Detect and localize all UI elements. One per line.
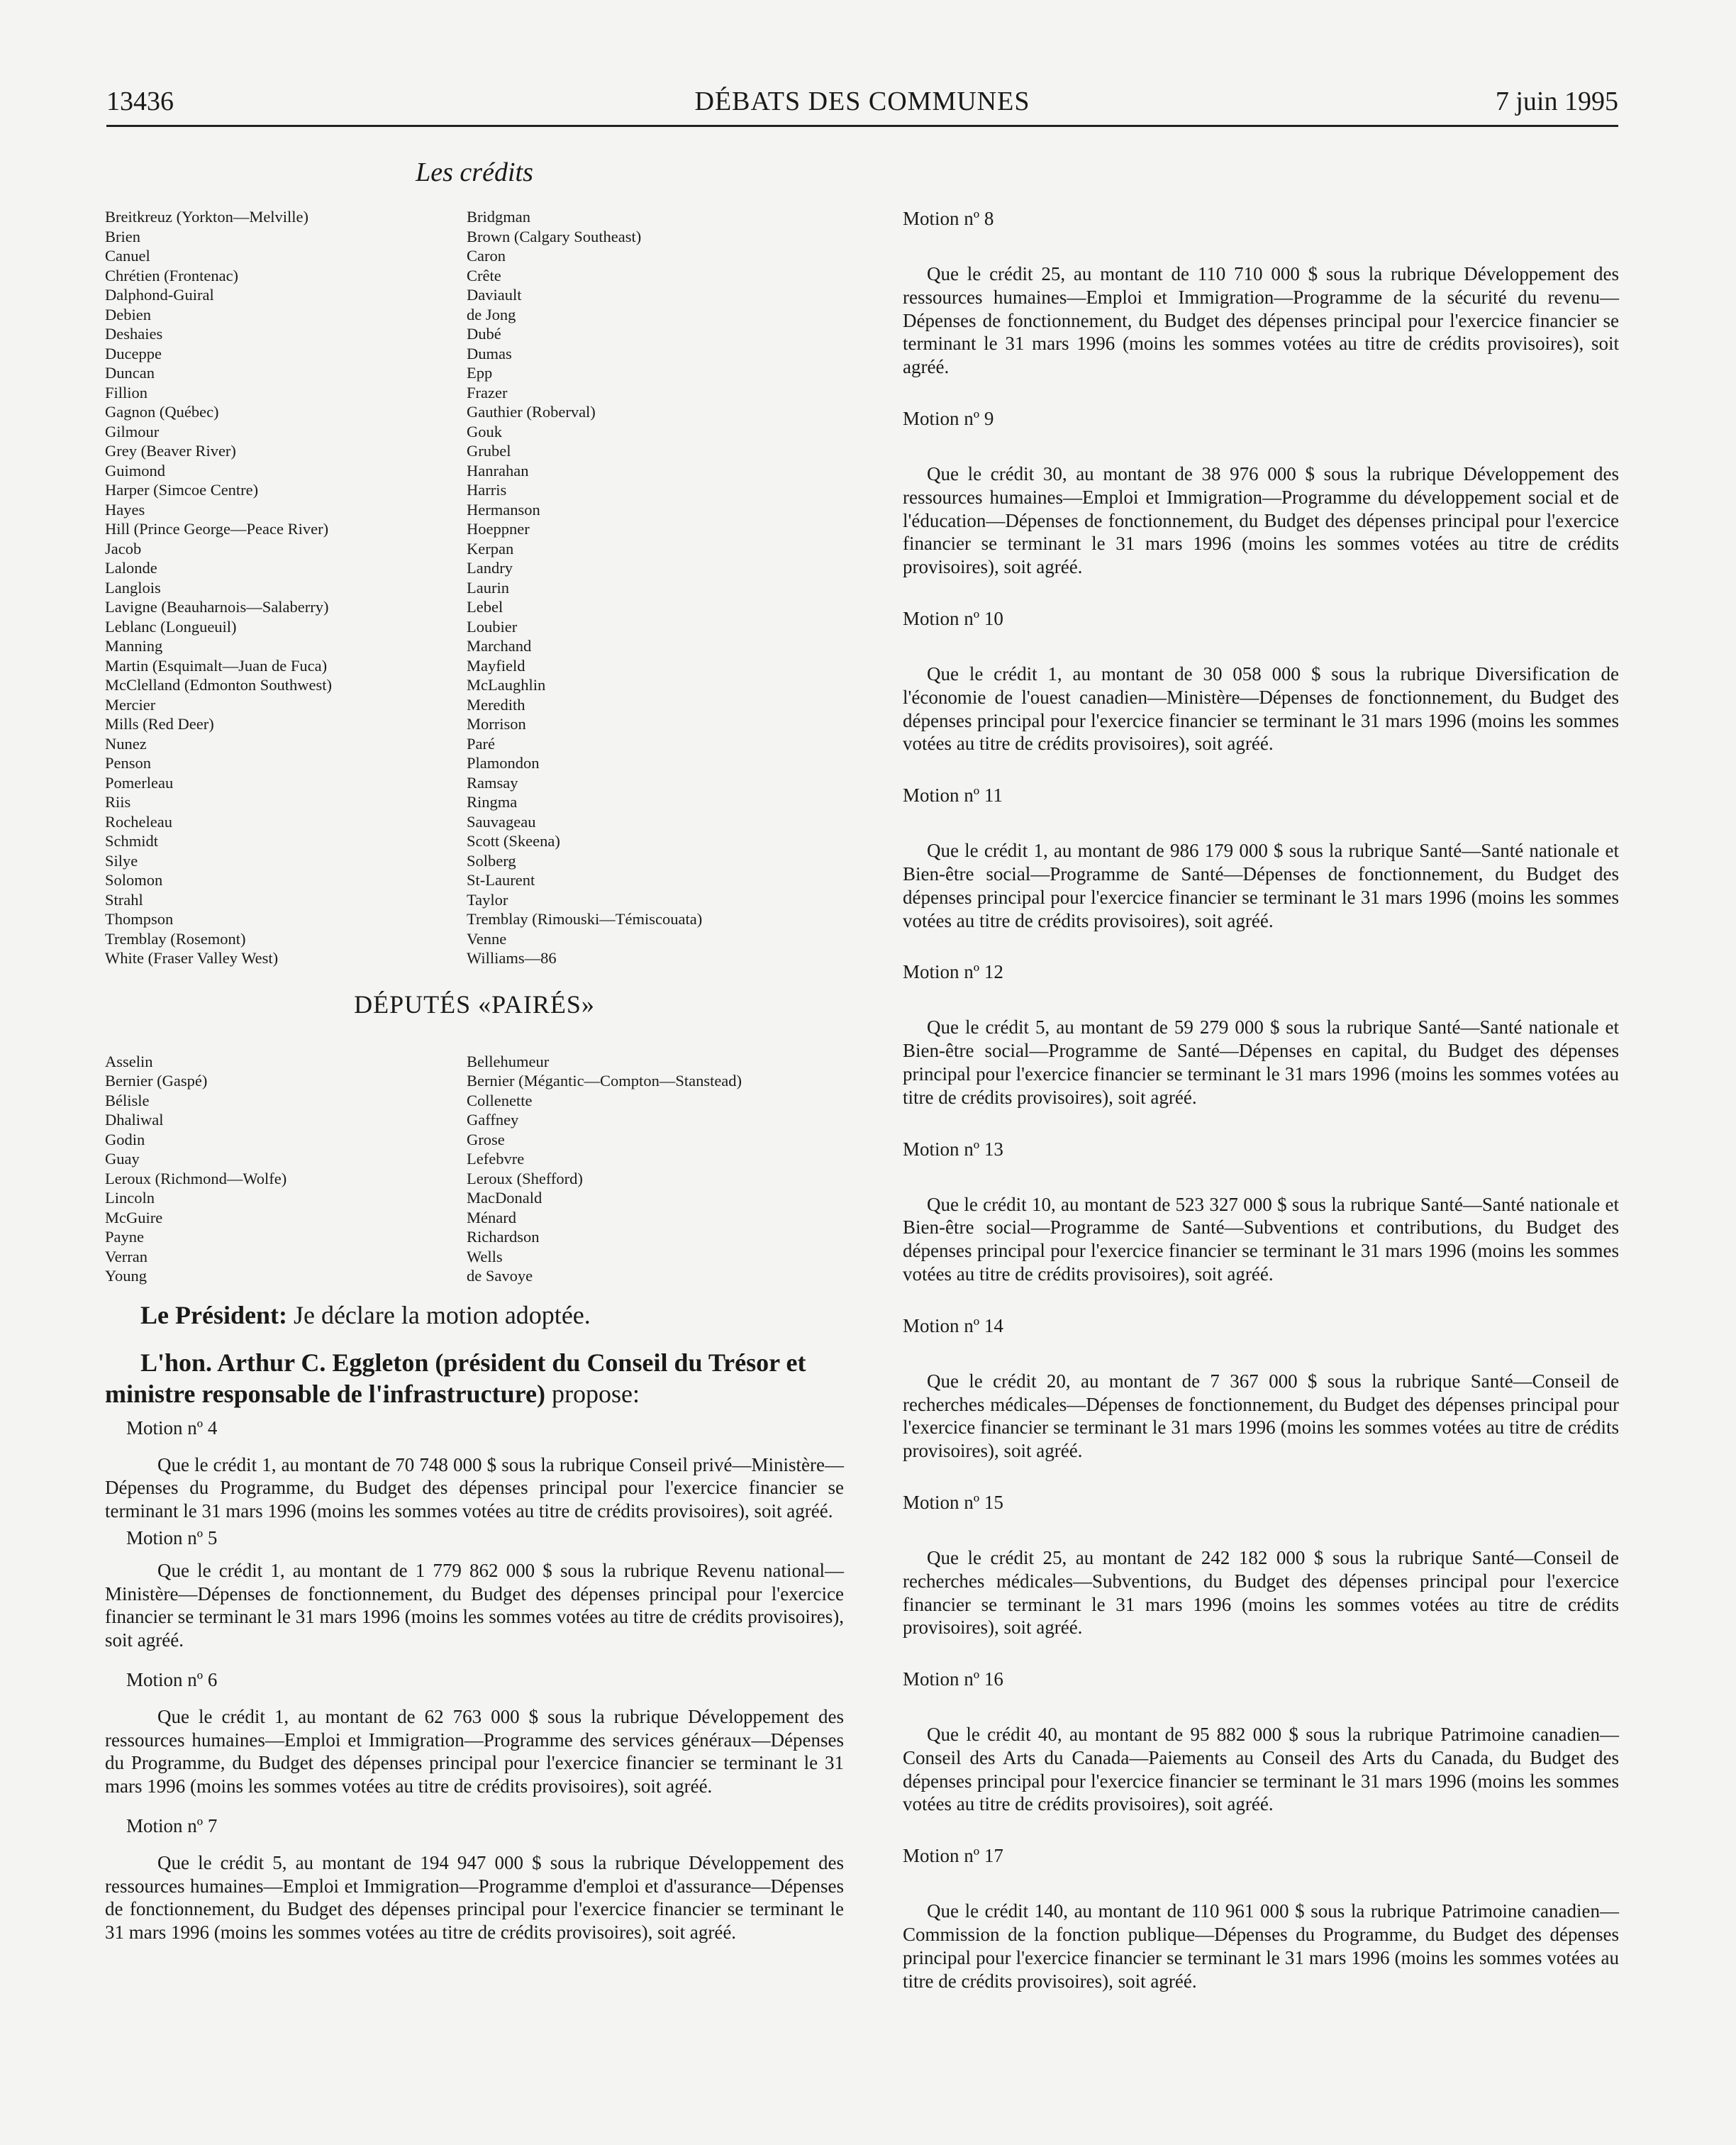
member-name: Manning (105, 637, 163, 655)
member-name: Harris (467, 481, 507, 499)
member-name: Solomon (105, 871, 163, 889)
speaker-name: Le Président: (140, 1300, 287, 1329)
member-name: Ménard (467, 1208, 516, 1226)
member-name: Nunez (105, 734, 147, 753)
member-name: Bellehumeur (467, 1052, 550, 1070)
motion-label: Motion nº 4 (126, 1417, 218, 1439)
page-header (106, 84, 1618, 127)
member-name: Lincoln (105, 1189, 155, 1207)
member-name: de Jong (467, 305, 516, 323)
member-name: Leblanc (Longueuil) (105, 617, 237, 636)
motion-label: Motion nº 16 (903, 1668, 1003, 1690)
member-name: Langlois (105, 578, 161, 597)
member-name: Paré (467, 734, 495, 753)
motion-text: Que le crédit 1, au montant de 30 058 000 $ sous la rubrique Diversification de l'économie de l'ouest canadien—Ministère—Dépenses de fonctionnement, du Budget des dépenses principal pour l'exercice financier se terminant le 31 mars 1996 (moins les sommes votées au titre de crédits provisoires), soit agréé. (903, 663, 1619, 755)
motion-label: Motion nº 9 (903, 407, 994, 429)
member-name: Deshaies (105, 325, 163, 343)
member-name: Duncan (105, 364, 155, 382)
motion-label: Motion nº 7 (126, 1815, 218, 1836)
member-name: Godin (105, 1130, 145, 1148)
paired-names-list (105, 1052, 844, 1286)
member-name: Williams—86 (467, 949, 557, 967)
member-name: Thompson (105, 910, 174, 928)
statement-text: Je déclare la motion adoptée. (286, 1300, 591, 1329)
member-name: Grose (467, 1130, 505, 1148)
member-name: Wells (467, 1247, 503, 1265)
member-name: Gilmour (105, 422, 160, 440)
motion-label: Motion nº 11 (903, 785, 1003, 807)
member-name: Grubel (467, 442, 511, 460)
member-name: Leroux (Shefford) (467, 1169, 583, 1187)
member-name: Verran (105, 1247, 148, 1265)
member-name: Chrétien (Frontenac) (105, 266, 239, 284)
member-name: Hoeppner (467, 520, 530, 538)
member-name: Richardson (467, 1228, 540, 1246)
motion-text: Que le crédit 25, au montant de 242 182 000 $ sous la rubrique Santé—Conseil de recherches médicales—Subventions, du Budget des dépenses principal pour l'exercice financier se terminant le 31 mars 1996 (moins les sommes votées au titre de crédits provisoires), soit agréé. (903, 1546, 1619, 1639)
member-name: Epp (467, 364, 493, 382)
member-name: Bernier (Gaspé) (105, 1072, 208, 1090)
president-statement (140, 1299, 844, 1331)
member-name: Asselin (105, 1052, 153, 1070)
member-name: Mills (Red Deer) (105, 715, 214, 733)
motion-label: Motion nº 5 (126, 1527, 218, 1548)
member-name: Frazer (467, 383, 508, 401)
member-name: Tremblay (Rimouski—Témiscouata) (467, 910, 703, 928)
credits-title: Les crédits (416, 157, 533, 187)
member-name: Marchand (467, 637, 532, 655)
motion-label: Motion nº 17 (903, 1845, 1003, 1867)
motion-text: Que le crédit 10, au montant de 523 327 000 $ sous la rubrique Santé—Santé nationale et Bien-être social—Programme de Santé—Subventions et contributions, du Budget des dépenses principal pour l'exercice financier se terminant le 31 mars 1996 (moins les sommes votées au titre de crédits provisoires), soit agréé. (903, 1193, 1619, 1285)
member-name: de Savoye (467, 1267, 533, 1285)
member-name: Duceppe (105, 344, 162, 362)
left-column (105, 155, 844, 1951)
member-name: Lalonde (105, 559, 157, 577)
motion-text: Que le crédit 40, au montant de 95 882 000 $ sous la rubrique Patrimoine canadien—Conseil des Arts du Canada—Paiements au Conseil des Arts du Canada, du Budget des dépenses principal pour l'exercice financier se terminant le 31 mars 1996 (moins les sommes votées au titre de crédits provisoires), soit agréé. (903, 1724, 1619, 1815)
motion-text: Que le crédit 1, au montant de 1 779 862 000 $ sous la rubrique Revenu national—Ministère—Dépenses de fonctionnement, du Budget des dépenses principal pour l'exercice financier se terminant le 31 mars 1996 (moins les sommes votées au titre de crédits provisoires), soit agréé. (105, 1560, 844, 1651)
member-name: Crête (467, 266, 501, 284)
member-name: Lavigne (Beauharnois—Salaberry) (105, 598, 329, 616)
paires-title: DÉPUTÉS «PAIRÉS» (354, 990, 595, 1019)
member-name: Gouk (467, 422, 502, 440)
member-name: Laurin (467, 578, 509, 597)
member-name: Rocheleau (105, 812, 172, 831)
member-name: Guay (105, 1150, 140, 1168)
motion-text: Que le crédit 1, au montant de 986 179 000 $ sous la rubrique Santé—Santé nationale et Bien-être social—Programme de Santé—Dépenses de fonctionnement, du Budget des dépenses principal pour l'exercice financier se terminant le 31 mars 1996 (moins les sommes votées au titre de crédits provisoires), soit agréé. (903, 840, 1619, 931)
member-name: Harper (Simcoe Centre) (105, 481, 259, 499)
member-name: Martin (Esquimalt—Juan de Fuca) (105, 656, 328, 675)
member-name: Bernier (Mégantic—Compton—Stanstead) (467, 1072, 742, 1090)
member-name: Gauthier (Roberval) (467, 403, 596, 421)
member-name: Venne (467, 929, 507, 948)
member-name: Scott (Skeena) (467, 832, 560, 850)
member-name: Ringma (467, 793, 518, 811)
member-name: Loubier (467, 617, 518, 636)
member-name: Hanrahan (467, 461, 529, 480)
motion-text: Que le crédit 1, au montant de 62 763 000 $ sous la rubrique Développement des ressources humaines—Emploi et Immigration—Programme des services généraux—Dépenses du Programme, du Budget des dépenses principal pour l'exercice financier se terminant le 31 mars 1996 (moins les sommes votées au titre de crédits provisoires), soit agréé. (105, 1706, 844, 1797)
member-name: Hayes (105, 500, 145, 519)
member-name: Dhaliwal (105, 1111, 164, 1129)
member-name: Mayfield (467, 656, 525, 675)
member-name: St-Laurent (467, 871, 535, 889)
member-name: Caron (467, 247, 506, 265)
member-name: Mercier (105, 695, 156, 714)
member-name: Penson (105, 754, 152, 772)
motion-label: Motion nº 14 (903, 1314, 1003, 1336)
member-name: MacDonald (467, 1189, 542, 1207)
member-name: McClelland (Edmonton Southwest) (105, 676, 332, 694)
motion-label: Motion nº 10 (903, 607, 1003, 629)
member-name: McGuire (105, 1208, 163, 1226)
member-name: Brown (Calgary Southeast) (467, 227, 642, 245)
running-title: DÉBATS DES COMMUNES (694, 87, 1030, 116)
page-date: 7 juin 1995 (1495, 87, 1618, 116)
member-name: Schmidt (105, 832, 159, 850)
member-name: Bridgman (467, 208, 530, 226)
motion-label: Motion nº 8 (903, 208, 994, 229)
motion-text: Que le crédit 20, au montant de 7 367 000 $ sous la rubrique Santé—Conseil de recherches médicales—Dépenses de fonctionnement, du Budget des dépenses principal pour l'exercice financier se terminant le 31 mars 1996 (moins les sommes votées au titre de crédits provisoires), soit agréé. (903, 1370, 1619, 1462)
member-name: Brien (105, 227, 140, 245)
motion-label: Motion nº 13 (903, 1138, 1003, 1160)
statement-text: propose: (545, 1379, 640, 1408)
member-name: Gaffney (467, 1111, 519, 1129)
member-name: Plamondon (467, 754, 540, 772)
speaker-name: L'hon. Arthur C. Eggleton (président du Conseil du Trésor et ministre responsable de l'infrastructure) (105, 1348, 806, 1408)
member-name: Sauvageau (467, 812, 536, 831)
member-name: Lefebvre (467, 1150, 525, 1168)
motion-text: Que le crédit 30, au montant de 38 976 000 $ sous la rubrique Développement des ressources humaines—Emploi et Immigration—Programme du développement social et de l'éducation—Dépenses de fonctionnement, du Budget des dépenses principal pour l'exercice financier se terminant le 31 mars 1996 (moins les sommes votées au titre de crédits provisoires), soit agréé. (903, 462, 1619, 578)
member-name: Dubé (467, 325, 501, 343)
member-name: Taylor (467, 890, 508, 909)
member-name: Riis (105, 793, 131, 811)
member-name: Bélisle (105, 1091, 150, 1109)
motion-label: Motion nº 15 (903, 1491, 1003, 1513)
member-name: Lebel (467, 598, 503, 616)
member-name: White (Fraser Valley West) (105, 949, 279, 967)
member-name: Silye (105, 851, 138, 870)
member-name: Young (105, 1267, 147, 1285)
member-name: Strahl (105, 890, 143, 909)
member-name: Grey (Beaver River) (105, 442, 236, 460)
member-name: Fillion (105, 383, 148, 401)
member-name: Dalphond-Guiral (105, 286, 214, 304)
member-name: Canuel (105, 247, 150, 265)
motion-text: Que le crédit 25, au montant de 110 710 000 $ sous la rubrique Développement des ressources humaines—Emploi et Immigration—Programme de la sécurité du revenu—Dépenses de fonctionnement, du Budget des dépenses principal pour l'exercice financier se terminant le 31 mars 1996 (moins les sommes votées au titre de crédits provisoires), soit agréé. (903, 263, 1619, 378)
member-name: Gagnon (Québec) (105, 403, 219, 421)
member-name: Payne (105, 1228, 144, 1246)
right-column (903, 206, 1619, 2019)
member-name: Pomerleau (105, 773, 174, 792)
member-name: Jacob (105, 539, 142, 558)
motion-text: Que le crédit 140, au montant de 110 961 000 $ sous la rubrique Patrimoine canadien—Commission de la fonction publique—Dépenses du Programme, du Budget des dépenses principal pour l'exercice financier se terminant le 31 mars 1996 (moins les sommes votées au titre de crédits provisoires), soit agréé. (903, 1900, 1619, 1992)
member-name: Breitkreuz (Yorkton—Melville) (105, 208, 309, 226)
page-number: 13436 (106, 87, 174, 116)
member-name: Dumas (467, 344, 512, 362)
motion-label: Motion nº 6 (126, 1669, 218, 1690)
motion-text: Que le crédit 5, au montant de 194 947 000 $ sous la rubrique Développement des ressources humaines—Emploi et Immigration—Programme d'emploi et d'assurance—Dépenses de fonctionnement, du Budget des dépenses principal pour l'exercice financier se terminant le 31 mars 1996 (moins les sommes votées au titre de crédits provisoires), soit agréé. (105, 1852, 844, 1943)
vote-names-list (105, 207, 844, 968)
member-name: Debien (105, 305, 151, 323)
motion-text: Que le crédit 5, au montant de 59 279 000 $ sous la rubrique Santé—Santé nationale et Bien-être social—Programme de Santé—Dépenses en capital, du Budget des dépenses principal pour l'exercice financier se terminant le 31 mars 1996 (moins les sommes votées au titre de crédits provisoires), soit agréé. (903, 1016, 1619, 1108)
motion-text: Que le crédit 1, au montant de 70 748 000 $ sous la rubrique Conseil privé—Ministère—Dépenses du Programme, du Budget des dépenses principal pour l'exercice financier se terminant le 31 mars 1996 (moins les sommes votées au titre de crédits provisoires), soit agréé. (105, 1453, 844, 1522)
motion-label: Motion nº 12 (903, 961, 1003, 983)
member-name: Kerpan (467, 539, 514, 558)
member-name: Leroux (Richmond—Wolfe) (105, 1169, 287, 1187)
member-name: McLaughlin (467, 676, 546, 694)
member-name: Hill (Prince George—Peace River) (105, 520, 329, 538)
member-name: Meredith (467, 695, 525, 714)
member-name: Solberg (467, 851, 516, 870)
member-name: Ramsay (467, 773, 518, 792)
member-name: Tremblay (Rosemont) (105, 929, 246, 948)
member-name: Collenette (467, 1091, 533, 1109)
member-name: Hermanson (467, 500, 540, 519)
member-name: Daviault (467, 286, 522, 304)
eggleton-intro (105, 1347, 844, 1409)
member-name: Guimond (105, 461, 166, 480)
member-name: Morrison (467, 715, 526, 733)
member-name: Landry (467, 559, 513, 577)
